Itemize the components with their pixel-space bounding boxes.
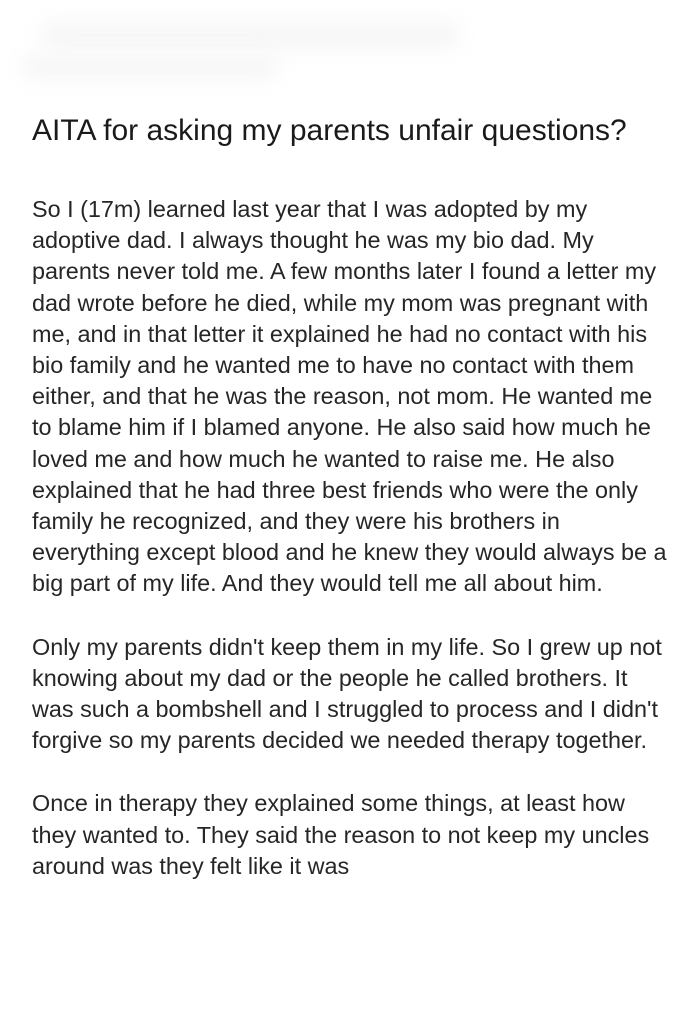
blurred-header xyxy=(20,12,480,102)
post-body xyxy=(32,194,672,882)
post xyxy=(32,112,672,914)
post-paragraph-2: Only my parents didn't keep them in my life. So I grew up not knowing about my dad or the people he called brothers. It was such a bombshell and I struggled to process and I didn't forgive so my parents decided we needed therapy together. xyxy=(32,633,662,754)
post-title: AITA for asking my parents unfair questions? xyxy=(32,114,627,147)
post-paragraph-3: Once in therapy they explained some things, at least how they wanted to. They said the reason to not keep my uncles around was they felt like it was xyxy=(32,790,650,879)
post-paragraph-1: So I (17m) learned last year that I was adopted by my adoptive dad. I always thought he was my bio dad. My parents never told me. A few months later I found a letter my dad wrote before he died, while my mom was pregnant with me, and in that letter it explained he had no contact with his bio family and he wanted me to have no contact with them either, and that he was the reason, not mom. He wanted me to blame him if I blamed anyone. He also said how much he loved me and how much he wanted to raise me. He also explained that he had three best friends who were the only family he recognized, and they were his brothers in everything except blood and he knew they would always be a big part of my life. And they would tell me all about him. xyxy=(32,196,667,597)
